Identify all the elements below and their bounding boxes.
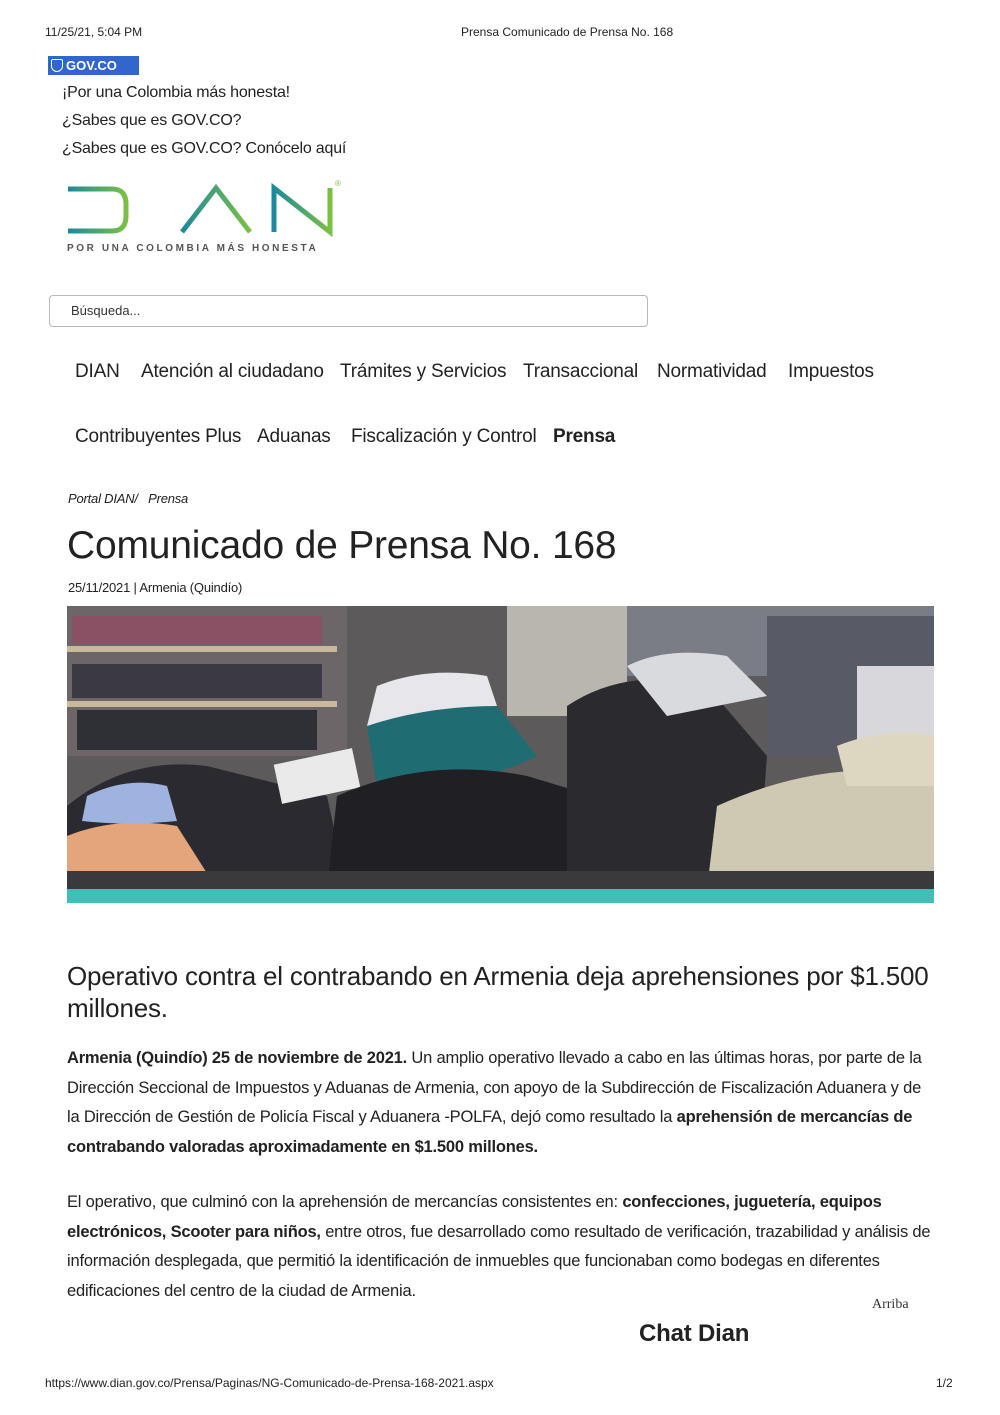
warehouse-photo (67, 606, 934, 889)
page-title: Comunicado de Prensa No. 168 (67, 524, 617, 567)
nav-transaccional[interactable]: Transaccional (523, 361, 638, 382)
search-placeholder: Búsqueda... (71, 303, 141, 318)
paragraph-2-tail: entre otros, fue desarrollado como resultado de verificación, trazabilidad y análisis de información desplegada, que permitió la identificación de inmuebles que funcionaban como bodegas en diferentes edificaciones del centro de la ciudad de Armenia. (67, 1222, 931, 1300)
print-page-number: 1/2 (936, 1376, 953, 1390)
print-page-title: Prensa Comunicado de Prensa No. 168 (461, 25, 674, 39)
print-url: https://www.dian.gov.co/Prensa/Paginas/NG-Comunicado-de-Prensa-168-2021.aspx (45, 1376, 494, 1390)
paragraph-2-text: El operativo, que culminó con la aprehensión de mercancías consistentes en: (67, 1193, 623, 1211)
govco-badge[interactable] (48, 56, 139, 75)
nav-impuestos[interactable]: Impuestos (788, 361, 874, 382)
nav-contribuyentes-plus[interactable]: Contribuyentes Plus (75, 426, 242, 447)
govco-learn-more-link[interactable]: ¿Sabes que es GOV.CO? Conócelo aquí (62, 140, 347, 157)
dian-logo[interactable] (64, 176, 354, 266)
breadcrumb (68, 491, 188, 506)
nav-normatividad[interactable]: Normatividad (657, 361, 767, 382)
breadcrumb-current[interactable]: Prensa (148, 491, 189, 506)
search-input[interactable] (49, 295, 648, 327)
chat-dian-button[interactable]: Chat Dian (639, 1320, 750, 1347)
nav-atencion-ciudadano[interactable]: Atención al ciudadano (141, 361, 324, 382)
print-datetime: 11/25/21, 5:04 PM (45, 25, 143, 39)
hero-image (67, 606, 934, 903)
govco-slogan: ¡Por una Colombia más honesta! (62, 84, 290, 101)
article-subtitle: Operativo contra el contrabando en Armenia deja aprehensiones por $1.500 millones. (67, 961, 929, 1023)
govco-about-link[interactable]: ¿Sabes que es GOV.CO? (62, 112, 242, 129)
hero-accent-band (67, 889, 934, 903)
nav-prensa-active[interactable]: Prensa (553, 426, 616, 447)
paragraph-2-highlight: confecciones, juguetería, equipos electrónicos, Scooter para niños, (67, 1193, 882, 1241)
article-paragraph-2 (67, 1188, 937, 1306)
paragraph-1-highlight: aprehensión de mercancías de contrabando valoradas aproximadamente en $1.500 millones. (67, 1108, 913, 1156)
back-to-top-link[interactable]: Arriba (872, 1297, 909, 1312)
breadcrumb-home-link[interactable]: Portal DIAN/ (68, 491, 138, 506)
shield-icon (51, 59, 63, 72)
govco-badge-label: GOV.CO (66, 58, 117, 73)
article-paragraph-1 (67, 1044, 937, 1162)
logo-tagline: POR UNA COLOMBIA MÁS HONESTA (67, 243, 319, 254)
nav-tramites-servicios[interactable]: Trámites y Servicios (340, 361, 507, 382)
nav-dian[interactable]: DIAN (75, 361, 120, 382)
nav-fiscalizacion-control[interactable]: Fiscalización y Control (351, 426, 537, 447)
paragraph-1-text: Un amplio operativo llevado a cabo en las últimas horas, por parte de la Dirección Seccional de Impuestos y Aduanas de Armenia, con apoyo de la Subdirección de Fiscalización Aduanera y de la Dirección de Gestión de Policía Fiscal y Aduanera -POLFA, dejó como resultado la (67, 1049, 922, 1126)
paragraph-1-lead: Armenia (Quindío) 25 de noviembre de 2021. (67, 1049, 408, 1067)
nav-aduanas[interactable]: Aduanas (257, 426, 331, 447)
article-meta: 25/11/2021 | Armenia (Quindío) (68, 580, 243, 595)
logo-registered-mark: ® (335, 179, 341, 188)
